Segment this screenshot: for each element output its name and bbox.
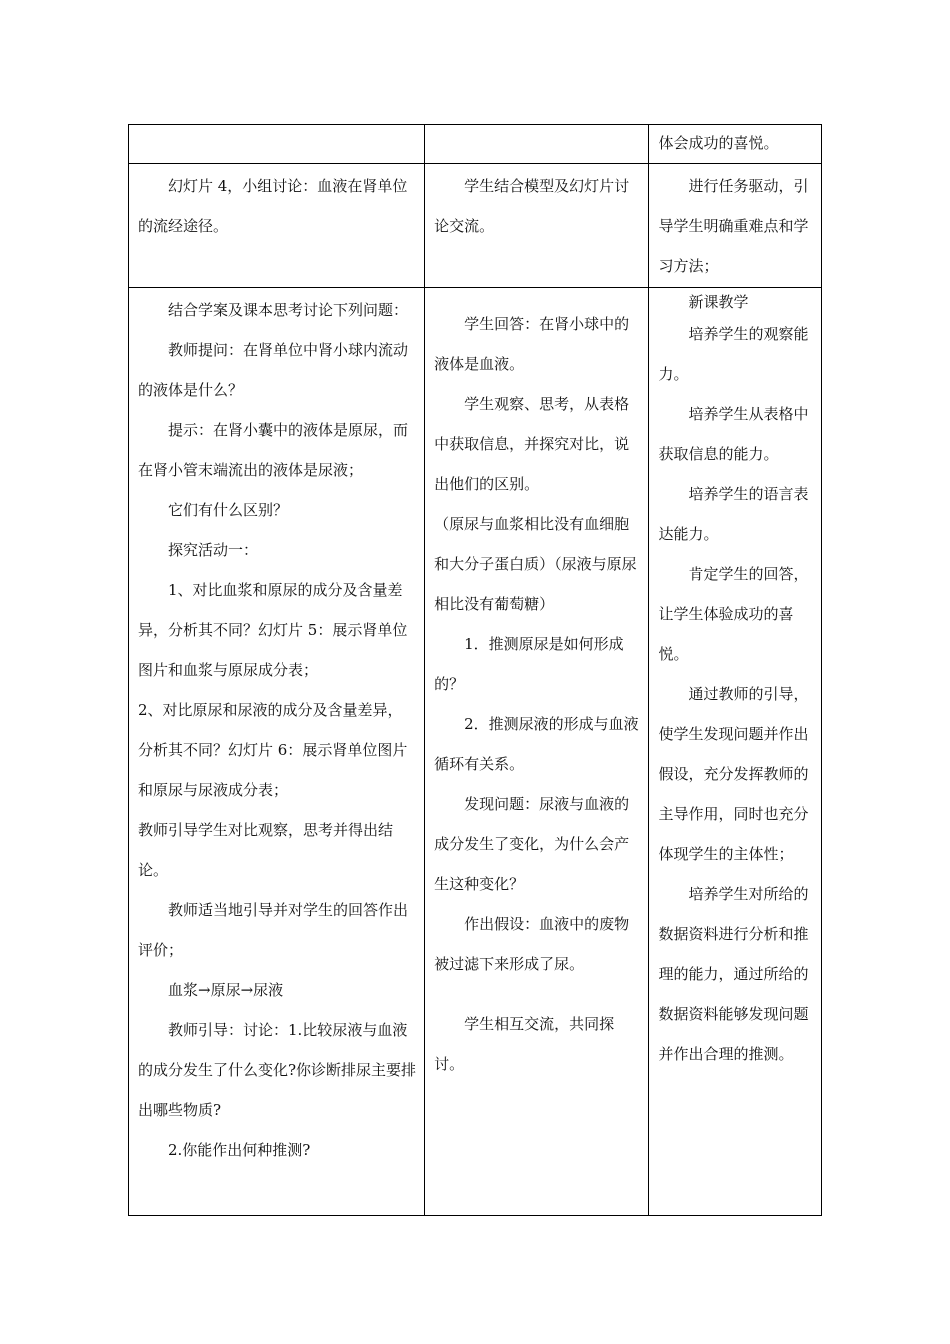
lesson-plan-table (128, 124, 822, 1216)
cell-text: 培养学生的语言表达能力。 (658, 485, 809, 543)
table-cell (129, 125, 425, 163)
table-cell (129, 164, 425, 287)
spacer (434, 984, 640, 1004)
cell-text: 培养学生的观察能力。 (658, 325, 809, 383)
cell-text: 提示：在肾小囊中的液体是原尿，而在肾小管末端流出的液体是尿液； (138, 421, 409, 479)
cell-text: 体会成功的喜悦。 (658, 134, 779, 152)
cell-text: 教师引导学生对比观察，思考并得出结论。 (138, 821, 394, 879)
table-cell (425, 288, 649, 1215)
cell-text: 发现问题：尿液与血液的成分发生了变化，为什么会产生这种变化？ (434, 795, 630, 893)
cell-text: （原尿与血浆相比没有血细胞和大分子蛋白质）（尿液与原尿相比没有葡萄糖） (434, 515, 637, 613)
table-cell (425, 125, 649, 163)
cell-text: 结合学案及课本思考讨论下列问题： (168, 301, 409, 319)
table-cell (425, 164, 649, 287)
cell-text: 教师提问：在肾单位中肾小球内流动的液体是什么？ (138, 341, 409, 399)
cell-text: 2．推测尿液的形成与血液循环有关系。 (434, 715, 639, 773)
cell-text: 1．推测原尿是如何形成的？ (434, 635, 624, 693)
cell-text: 作出假设：血液中的废物被过滤下来形成了尿。 (434, 915, 630, 973)
cell-text: 进行任务驱动，引导学生明确重难点和学习方法； (658, 177, 809, 275)
table-cell (129, 288, 425, 1215)
cell-text: 2.你能作出何种推测? (168, 1141, 311, 1159)
cell-text: 培养学生从表格中获取信息的能力。 (658, 405, 809, 463)
table-cell (649, 288, 821, 1215)
table-cell (649, 164, 821, 287)
table-row (128, 164, 822, 288)
cell-text: 学生相互交流，共同探讨。 (434, 1015, 615, 1073)
cell-text: 学生结合模型及幻灯片讨论交流。 (434, 177, 630, 235)
cell-text: 教师引导：讨论：1.比较尿液与血液的成分发生了什么变化?你诊断排尿主要排出哪些物质? (138, 1021, 417, 1119)
cell-text: 新课教学 (688, 293, 749, 311)
cell-text: 培养学生对所给的数据资料进行分析和推理的能力，通过所给的数据资料能够发现问题并作出合理的推测。 (658, 885, 809, 1063)
cell-text: 通过教师的引导，使学生发现问题并作出假设，充分发挥教师的主导作用，同时也充分体现学生的主体性； (658, 685, 809, 863)
table-row (128, 124, 822, 164)
cell-text: 2、对比原尿和尿液的成分及含量差异，分析其不同？幻灯片 6：展示肾单位图片和原尿与尿液成分表； (138, 701, 408, 799)
cell-text: 幻灯片 4，小组讨论：血液在肾单位的流经途径。 (138, 177, 408, 235)
cell-text: 教师适当地引导并对学生的回答作出评价； (138, 901, 409, 959)
cell-text: 血浆→原尿→尿液 (168, 981, 284, 999)
cell-text: 肯定学生的回答，让学生体验成功的喜悦。 (658, 565, 809, 663)
table-row (128, 288, 822, 1216)
cell-text: 1、对比血浆和原尿的成分及含量差异，分析其不同？幻灯片 5：展示肾单位图片和血浆与原尿成分表； (138, 581, 408, 679)
cell-text: 探究活动一： (168, 541, 259, 559)
table-cell (649, 125, 821, 163)
cell-text: 学生回答：在肾小球中的液体是血液。 (434, 315, 630, 373)
cell-text: 它们有什么区别？ (168, 501, 289, 519)
cell-text: 学生观察、思考，从表格中获取信息，并探究对比，说出他们的区别。 (434, 395, 630, 493)
